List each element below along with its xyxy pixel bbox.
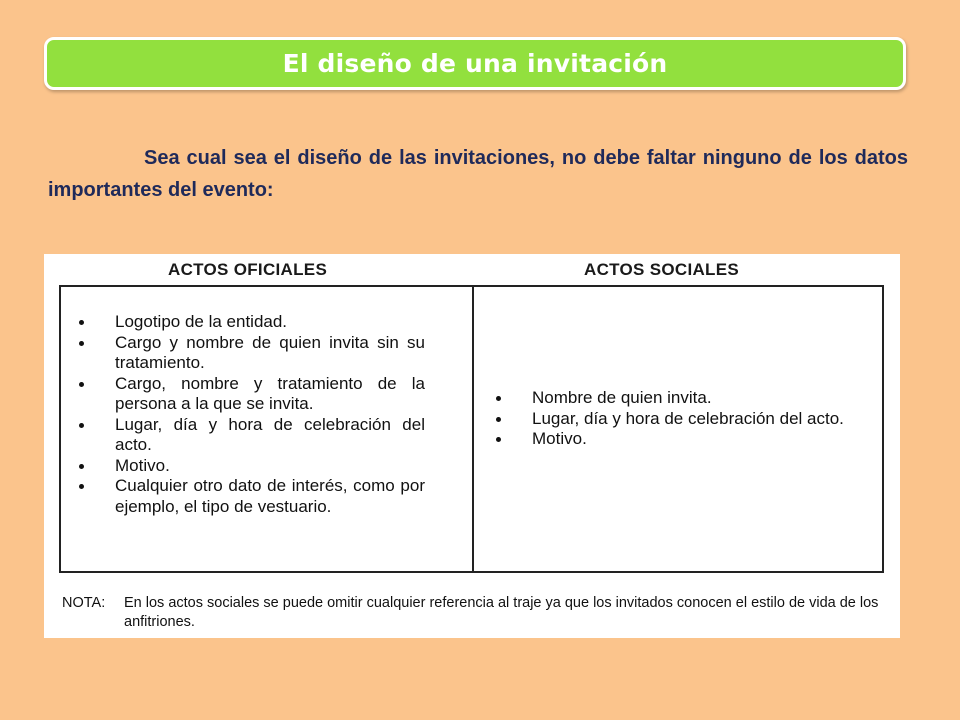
list-item: Motivo.: [486, 429, 846, 450]
bullet-icon: [496, 396, 501, 401]
bullet-icon: [496, 417, 501, 422]
list-item: Motivo.: [69, 456, 425, 477]
list-actos-sociales: [486, 388, 846, 450]
intro-paragraph: Sea cual sea el diseño de las invitaciones, no debe faltar ninguno de los datos importantes del evento:: [48, 147, 908, 201]
slide-title: El diseño de una invitación: [282, 49, 668, 78]
bullet-icon: [79, 341, 84, 346]
header-actos-oficiales: ACTOS OFICIALES: [168, 260, 328, 279]
document-image: [44, 254, 900, 638]
list-item: Cargo y nombre de quien invita sin su tratamiento.: [69, 333, 425, 374]
header-actos-sociales: ACTOS SOCIALES: [584, 260, 740, 279]
bullet-icon: [496, 437, 501, 442]
list-item: Lugar, día y hora de celebración del acto.: [69, 415, 425, 456]
bullet-icon: [79, 484, 84, 489]
list-item: Cualquier otro dato de interés, como por ejemplo, el tipo de vestuario.: [69, 476, 425, 517]
bullet-icon: [79, 320, 84, 325]
list-actos-oficiales: [69, 312, 425, 517]
comparison-table: [59, 285, 884, 573]
bullet-icon: [79, 382, 84, 387]
title-banner: [44, 37, 906, 90]
column-divider: [472, 287, 474, 571]
list-item: Nombre de quien invita.: [486, 388, 846, 409]
bullet-icon: [79, 464, 84, 469]
nota: [62, 594, 882, 631]
list-item: Logotipo de la entidad.: [69, 312, 425, 333]
nota-label: NOTA:: [62, 595, 106, 611]
list-item: Cargo, nombre y tratamiento de la persona a la que se invita.: [69, 374, 425, 415]
bullet-icon: [79, 423, 84, 428]
nota-text: En los actos sociales se puede omitir cualquier referencia al traje ya que los invitados conocen el estilo de vida de los anfitriones.: [124, 595, 879, 630]
list-item: Lugar, día y hora de celebración del acto.: [486, 409, 846, 430]
